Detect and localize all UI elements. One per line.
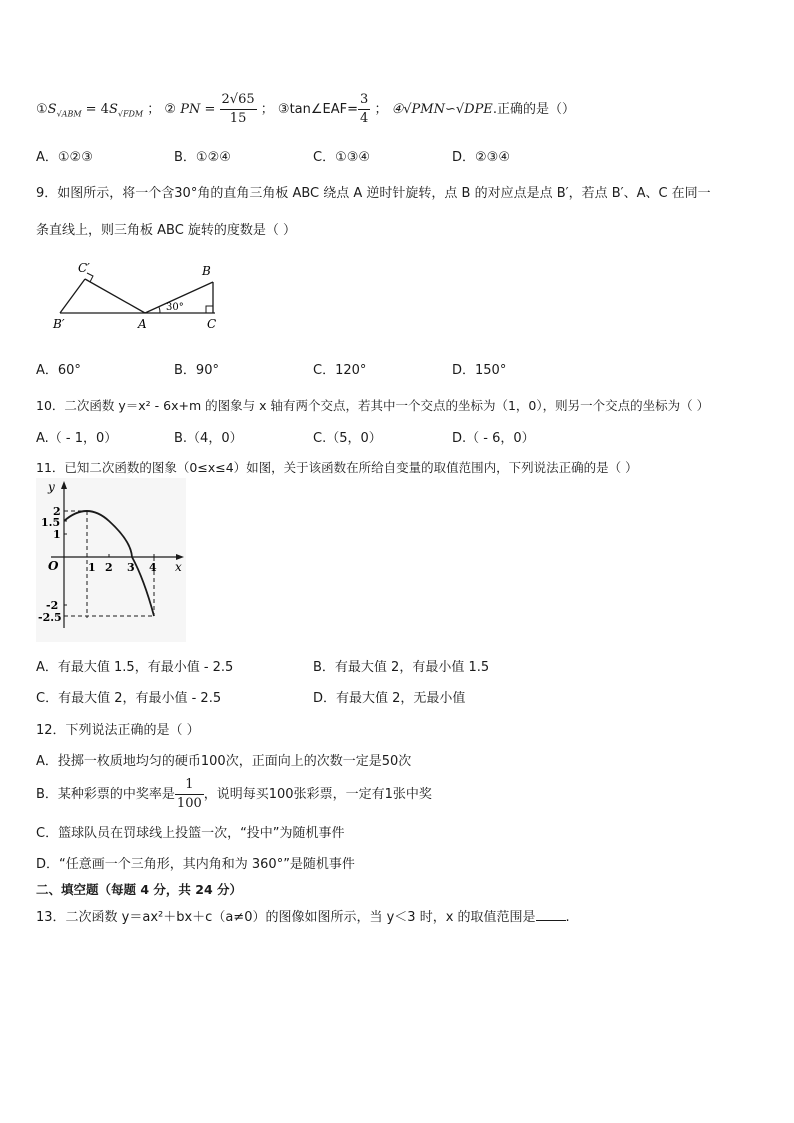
q11-yt-neg2: -2 [46,599,59,612]
q12-option-b-post: ，说明每买100张彩票，一定有1张中奖 [203,787,432,802]
q12-option-d[interactable]: D．“任意画一个三角形，其内角和为 360°”是随机事件 [36,857,355,872]
q9-option-a[interactable]: A．60° [36,363,81,378]
q9-label-c: C [207,317,217,331]
q11-xt-3: 3 [127,561,135,574]
q9-option-c[interactable]: C．120° [313,363,367,378]
q8-s4: ④√PMN∽√DPE [391,102,493,117]
q13-text: 13．二次函数 y＝ax²＋bx＋c（a≠0）的图像如图所示，当 y＜3 时，x 的取值范围是 [36,910,536,925]
q9-line2: 条直线上，则三角板 ABC 旋转的度数是（ ） [36,223,297,238]
q12-option-b-pre: B．某种彩票的中奖率是 [36,787,175,802]
section2-title: 二、填空题（每题 4 分，共 24 分） [36,882,243,897]
q11-text: 11．已知二次函数的图象（0≤x≤4）如图，关于该函数在所给自变量的取值范围内，下列说法正确的是（ ） [36,460,638,475]
q9-triangle-figure [50,258,230,334]
q11-xt-2: 2 [105,561,113,574]
q8-s1-lhs: $S_{√ABM}$ [47,102,82,119]
q12-option-a[interactable]: A．投掷一枚质地均匀的硬币100次，正面向上的次数一定是50次 [36,754,412,769]
q13-tail: . [565,910,570,925]
q9-option-b[interactable]: B．90° [174,363,219,378]
q9-option-d[interactable]: D．150° [452,363,507,378]
q10-option-d[interactable]: D.（ - 6，0） [452,431,535,446]
q11-x-label: x [175,560,182,574]
q9-label-cprime: C′ [78,261,90,275]
q8-sep3: ； [374,102,388,117]
q11-yt-1: 1 [53,528,61,541]
q9-line1: 9．如图所示，将一个含30°角的直角三角板 ABC 绕点 A 逆时针旋转，点 B 的对应点是点 B′，若点 B′、A、C 在同一 [36,186,711,201]
q11-option-a[interactable]: A．有最大值 1.5，有最小值 - 2.5 [36,660,234,675]
q11-yt-1-5: 1.5 [41,516,61,529]
q9-segment-cprime-a [85,279,145,313]
q11-xt-1: 1 [88,561,96,574]
q11-graph [36,478,186,642]
q10-text: 10．二次函数 y＝x² - 6x+m 的图象与 x 轴有两个交点，若其中一个交点的坐标为（1，0），则另一个交点的坐标为（ ） [36,398,710,413]
q8-s1-rhs: $S_{√FDM}$ [108,102,144,119]
q9-label-a: A [138,317,147,331]
q8-s2-lhs: PN = [180,102,216,117]
q11-yt-neg2-5: -2.5 [38,611,62,624]
q8-tail: .正确的是（） [492,102,575,117]
q10-option-b[interactable]: B.（4，0） [174,431,243,446]
q8-option-a[interactable]: A．①②③ [36,150,93,165]
q8-statement [36,88,575,132]
q8-s1-rel: = 4 [85,102,109,117]
q8-s3: ③tan∠EAF= [277,102,359,117]
q9-label-b: B [202,264,211,278]
q9-angle-label: 30° [166,302,184,313]
q11-y-label: y [48,480,55,494]
q12-option-b[interactable] [36,775,432,815]
q12-option-b-fraction: $\frac{1}{100}$ [176,777,202,811]
q8-s2-num: ② [164,102,177,117]
q12-option-c[interactable]: C．篮球队员在罚球线上投篮一次，“投中”为随机事件 [36,826,345,841]
q8-s3-fraction: $\frac{3}{4}$ [360,92,369,126]
q10-option-c[interactable]: C.（5，0） [313,431,382,446]
q9-right-angle-c [206,306,213,313]
q11-yt-2: 2 [53,505,61,518]
q8-option-b[interactable]: B．①②④ [174,150,231,165]
q13 [36,906,570,925]
q11-xt-4: 4 [149,561,157,574]
q11-option-b[interactable]: B．有最大值 2，有最小值 1.5 [313,660,490,675]
q11-option-c[interactable]: C．有最大值 2，有最小值 - 2.5 [36,691,222,706]
q11-origin-label: O [48,559,59,573]
q10-option-a[interactable]: A.（ - 1，0） [36,431,118,446]
q11-option-d[interactable]: D．有最大值 2，无最小值 [313,691,466,706]
q8-option-c[interactable]: C．①③④ [313,150,371,165]
q8-s2-fraction: $\frac{2√65}{15}$ [221,92,255,126]
q8-s1-num: ① [36,102,48,117]
q12-text: 12．下列说法正确的是（ ） [36,723,200,738]
q8-option-d[interactable]: D．②③④ [452,150,510,165]
q9-label-bprime: B′ [53,317,65,331]
q8-sep1: ； [147,102,161,117]
q8-sep2: ； [260,102,274,117]
q9-segment-bprime-cprime [60,279,85,313]
q9-angle-arc [159,307,160,313]
q13-answer-blank[interactable] [536,908,566,921]
